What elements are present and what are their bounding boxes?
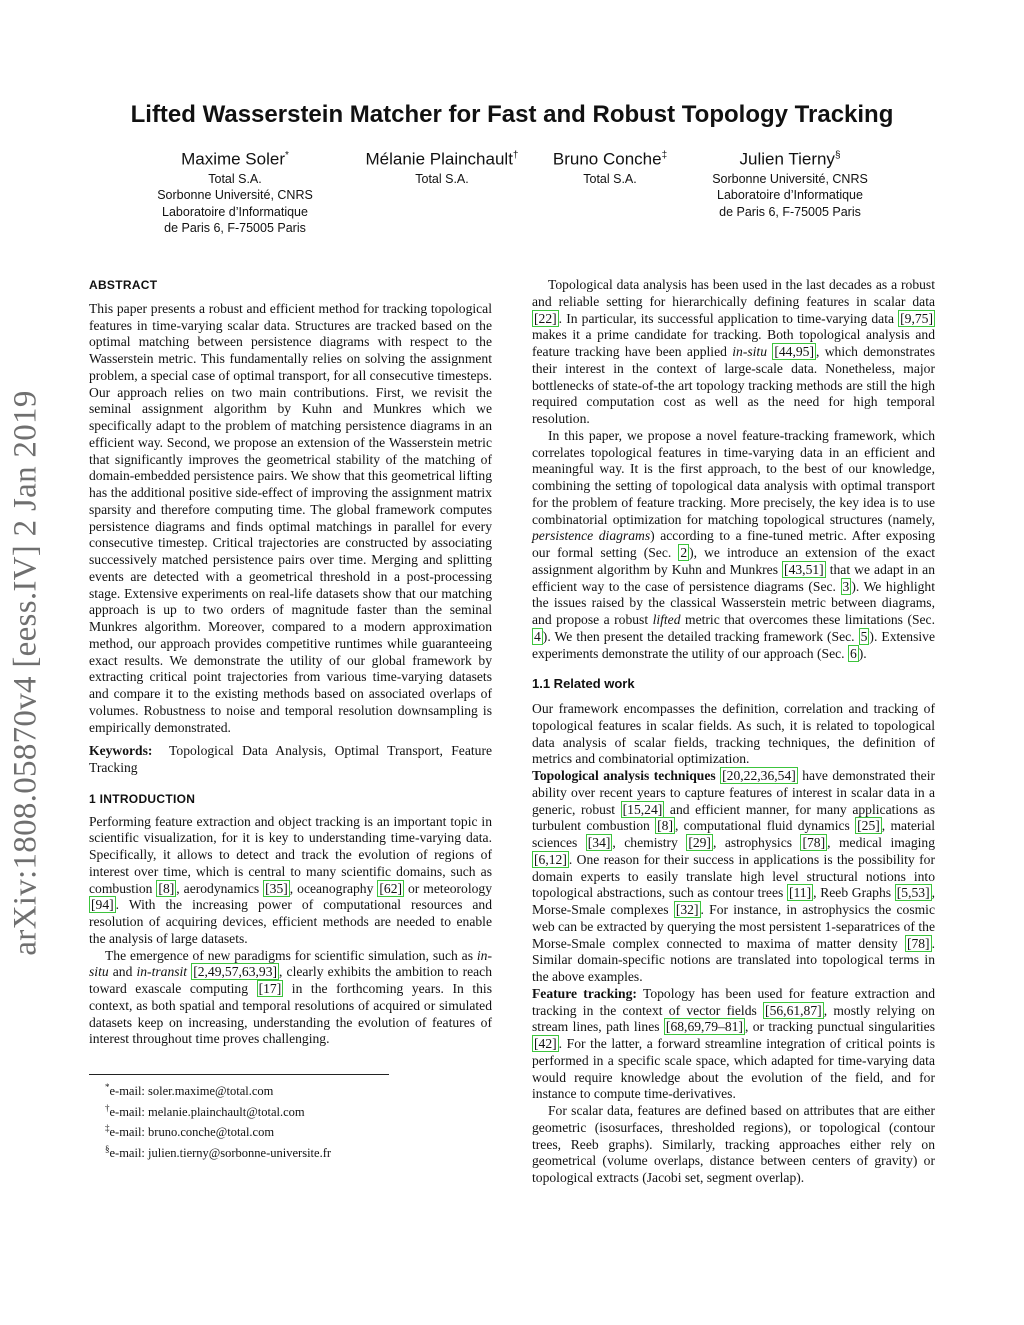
citation-link[interactable]: [62] xyxy=(379,880,403,896)
citation-link[interactable]: [29] xyxy=(688,835,711,850)
author-name: Mélanie Plainchault xyxy=(365,149,513,169)
citation-link[interactable]: [2,49,57,63,93] xyxy=(193,964,278,980)
affiliation-line: Total S.A. xyxy=(583,171,637,186)
citation-link[interactable]: [94] xyxy=(91,897,114,913)
affiliation-line: de Paris 6, F-75005 Paris xyxy=(164,221,306,236)
abstract-text: This paper presents a robust and efficient method for tracking topological features in time-varying scalar data. Structures are tracked based on the optimal matching between persistence diagrams with respect to the Wasserstein metric. This fundamentally relies on solving the assignment problem, a special case of optimal transport, for all consecutive timesteps. Our approach relies on two main contributions. First, we revisit the seminal assignment algorithm by Kuhn and Munkres which we specifically adapt to the problem of matching persistence diagrams in an efficient way. Second, we propose an extension of the Wasserstein metric that significantly improves the geometrical stability of the matching of domain-embedded persistence pairs. We show that this geometrical lifting has the additional positive side-effect of improving the assignment matrix sparsity and therefore computing time. The global framework computes persistence diagrams and finds optimal matchings in parallel for every consecutive timestep. Critical trajectories are constructed by associating successively matched persistence pairs over time. Merging and splitting events are detected with a geometrical threshold in a post-processing stage. Extensive experiments on real-life datasets show that our matching approach is up to two orders of magnitude faster than the seminal Munkres algorithm. Moreover, compared to a modern approximation method, our approach provides competitive runtimes while guaranteeing exact results. We demonstrate the utility of our global framework by extracting critical point trajectories from various time-varying datasets and compare it to the existing methods based on associated overlaps of volumes. Robustness to noise and temporal resolution downsampling is empirically demonstrated. xyxy=(89,300,492,735)
keywords-label: Keywords: xyxy=(89,743,153,759)
affiliation-line: Total S.A. xyxy=(208,171,262,186)
author-mark: § xyxy=(834,150,841,161)
abstract-heading: ABSTRACT xyxy=(89,278,158,292)
citation-link[interactable]: [9,75] xyxy=(900,310,933,326)
author-block-2 xyxy=(357,145,527,187)
right-column xyxy=(532,277,935,1187)
citation-link[interactable]: [35] xyxy=(265,880,288,896)
citation-link[interactable]: [43,51] xyxy=(784,561,824,577)
author-mark: * xyxy=(285,150,289,161)
keywords xyxy=(89,743,492,777)
citation-link[interactable]: [20,22,36,54] xyxy=(722,768,796,783)
citation-link[interactable]: [25] xyxy=(857,818,880,834)
footnote-rule xyxy=(89,1074,389,1075)
keywords-text: Topological Data Analysis, Optimal Transport, Feature Tracking xyxy=(89,743,493,775)
citation-link[interactable]: [17] xyxy=(258,981,282,996)
footnote: ‡e-mail: bruno.conche@total.com xyxy=(105,1123,275,1140)
section-link[interactable]: 5 xyxy=(860,628,868,644)
paper-title: Lifted Wasserstein Matcher for Fast and Robust Topology Tracking xyxy=(130,101,894,128)
related-paragraph: Our framework encompasses the definition, correlation and tracking of topological features in scalar fields. As such, it is related to topological data analysis of scalar fields, tracking techniques, the definition of metrics and combinatorial optimization. xyxy=(532,701,935,767)
citation-link[interactable]: [44,95] xyxy=(774,344,814,359)
affiliation-line: Laboratoire d’Informatique xyxy=(717,188,863,203)
citation-link[interactable]: [15,24] xyxy=(622,801,663,817)
citation-link[interactable]: [5,53] xyxy=(896,885,930,901)
right-paragraph-1: Topological data analysis has been used in the last decades as a robust and reliable setting for hierarchically defining features in scalar data [22] . In particular, its successful application to time-varying data [9,75] makes it a prime candidate for tracking. Both topological analysis and feature tracking have been applied in-situ [44,95] , which demonstrates their interest in the context of large-scale data. Nonetheless, major bottlenecks of state-of-the art topology tracking methods are still the high required computation cost as well as the need for high temporal resolution. xyxy=(532,277,935,426)
author-name: Bruno Conche xyxy=(552,149,662,169)
author-name: Julien Tierny xyxy=(739,149,835,169)
citation-link[interactable]: [78] xyxy=(906,935,930,951)
author-block-1 xyxy=(147,145,323,237)
footnote: *e-mail: soler.maxime@total.com xyxy=(105,1082,274,1099)
citation-link[interactable]: [34] xyxy=(587,835,611,850)
section-link[interactable]: 2 xyxy=(680,545,688,560)
section-link[interactable]: 4 xyxy=(534,628,541,644)
citation-link[interactable]: [11] xyxy=(788,885,812,901)
citation-link[interactable]: [78] xyxy=(802,835,826,850)
author-name: Maxime Soler xyxy=(181,149,285,169)
feature-tracking-paragraph: Feature tracking: Topology has been used for feature extraction and tracking in the context of vector fields [56,61,87] , mostly relying on stream lines, path lines [68,69,79–81] , or tracking punctual singularities [42] . For the latter, a forward streamline integration of critical points is performed in a specific scale space, which adapted for time-varying data would require knowledge about the evolution of the field, and for instance to compute time-derivatives. xyxy=(532,985,936,1102)
author-mark: ‡ xyxy=(661,150,668,161)
section-link[interactable]: 6 xyxy=(849,645,857,661)
arxiv-stamp xyxy=(2,365,50,981)
topological-analysis-paragraph: Topological analysis techniques [20,22,36,54] have demonstrated their ability over recent years to capture features of interest in scalar data in a generic, robust [15,24] and efficient manner, for many applications as turbulent combustion [8] , computational fluid dynamics [25] , material sciences [34] , chemistry [29] , astrophysics [78] , medical imaging [6,12] . One reason for their success in applications is the possibility for domain experts to easily translate high level structural notions into topological abstractions, such as contour trees [11] , Reeb Graphs [5,53] , Morse-Smale complexes [32] . For instance, in astrophysics the cosmic web can be extracted by querying the most persistent 1-separatrices of the Morse-Smale complex connected to maxima of matter density [78] . Similar domain-specific notions are translated into topological terms in the above examples. xyxy=(532,768,936,984)
affiliation-line: Sorbonne Université, CNRS xyxy=(157,188,313,203)
author-mark: † xyxy=(512,150,519,161)
citation-link[interactable]: [68,69,79–81] xyxy=(665,1019,743,1035)
footnotes xyxy=(89,1074,492,1162)
author-block-3 xyxy=(540,145,680,187)
intro-paragraph-2: The emergence of new paradigms for scientific simulation, such as in-situ and in-transit [2,49,57,63,93] , clearly exhibits the ambition to reach toward exascale computing [17] in the forthcoming years. In this context, as both spatial and temporal resolutions of acquired or simulated datasets keep on increasing, understanding the evolution of features of interest throughout time proves challenging. xyxy=(89,947,492,1047)
citation-link[interactable]: [42] xyxy=(534,1036,557,1051)
citation-link[interactable]: [32] xyxy=(675,902,699,917)
arxiv-stamp-text: arXiv:1808.05870v4 [eess.IV] 2 Jan 2019 xyxy=(7,390,44,956)
affiliation-line: Total S.A. xyxy=(415,171,469,186)
section-link[interactable]: 3 xyxy=(842,578,850,594)
scalar-data-paragraph: For scalar data, features are defined based on attributes that are either geometric (isosurfaces, thresholded regions), or topological (contour trees, Reeb graphs). Similarly, tracking approaches either rely on geometrical (volume overlaps, distance between centers of gravity) or topological extracts (Jacobi set, segment overlap). xyxy=(532,1103,935,1185)
citation-link[interactable]: [56,61,87] xyxy=(765,1002,822,1018)
affiliation-line: de Paris 6, F-75005 Paris xyxy=(719,204,861,219)
affiliation-line: Sorbonne Université, CNRS xyxy=(712,171,868,186)
footnote: §e-mail: julien.tierny@sorbonne-universite.fr xyxy=(105,1143,332,1161)
introduction-heading: 1 INTRODUCTION xyxy=(89,791,196,806)
left-column xyxy=(89,277,492,1048)
footnote: †e-mail: melanie.plainchault@total.com xyxy=(105,1102,305,1119)
citation-link[interactable]: [8] xyxy=(657,818,673,834)
intro-paragraph-1: Performing feature extraction and object tracking is an important topic in scientific visualization, for it is key to understanding time-varying data. Specifically, it allows to detect and track the evolution of regions of interest over time, which is central to many scientific domains, such as combustion [8] , aerodynamics [35] , oceanography [62] or meteorology [94] . With the increasing power of computational resources and resolution of acquiring devices, efficient methods are needed to enable the analysis of large datasets. xyxy=(89,813,493,946)
related-work-heading: 1.1 Related work xyxy=(532,676,635,692)
right-paragraph-2: In this paper, we propose a novel feature-tracking framework, which correlates topological features in time-varying data in an efficient and meaningful way. It is the first approach, to the best of our knowledge, combining the setting of topological data analysis with optimal transport for the problem of feature tracking. More precisely, the key idea is to use combinatorial optimization for matching topological structures (namely, persistence diagrams) according to a fine-tuned metric. After exposing our formal setting (Sec. 2 ), we introduce an extension of the exact assignment algorithm by Kuhn and Munkres [43,51] that we adapt in an efficient way to the case of persistence diagrams (Sec. 3 ). We highlight the issues raised by the classical Wasserstein metric between diagrams, and propose a robust lifted metric that overcomes these limitations (Sec. 4 ). We then present the detailed tracking framework (Sec. 5 ). Extensive experiments demonstrate the utility of our approach (Sec. 6 ). xyxy=(532,427,936,661)
author-block-4 xyxy=(700,145,880,220)
affiliation-line: Laboratoire d’Informatique xyxy=(162,204,308,219)
citation-link[interactable]: [6,12] xyxy=(534,851,567,867)
citation-link[interactable]: [8] xyxy=(158,880,175,896)
citation-link[interactable]: [22] xyxy=(534,310,557,326)
